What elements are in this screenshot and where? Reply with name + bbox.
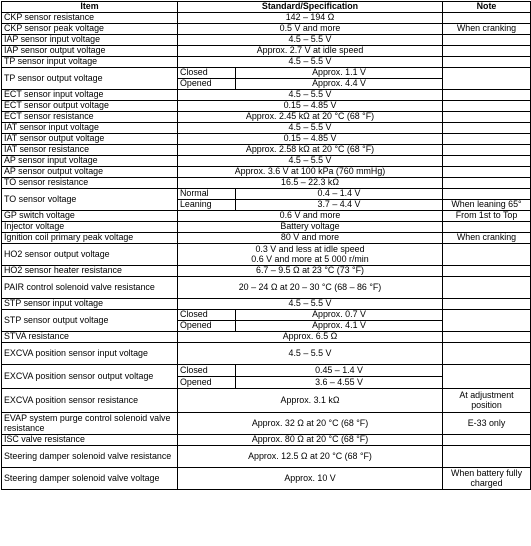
note-cell (443, 435, 531, 446)
note-cell (443, 244, 531, 266)
table-row (2, 435, 531, 446)
table-row (2, 167, 531, 178)
item-cell: STP sensor output voltage (2, 310, 178, 332)
table-row (2, 244, 531, 266)
note-cell (443, 365, 531, 389)
spec-value-cell: Approx. 1.1 V (236, 68, 443, 79)
item-cell: TP sensor input voltage (2, 57, 178, 68)
spec-cell: Approx. 3.1 kΩ (178, 389, 443, 413)
note-cell (443, 101, 531, 112)
item-cell: STVA resistance (2, 332, 178, 343)
spec-value-cell: Approx. 4.4 V (236, 79, 443, 90)
note-cell: When cranking (443, 233, 531, 244)
note-cell (443, 123, 531, 134)
table-row (2, 35, 531, 46)
condition-cell: Opened (178, 377, 236, 389)
spec-cell: 4.5 – 5.5 V (178, 35, 443, 46)
table-row (2, 233, 531, 244)
spec-cell: 4.5 – 5.5 V (178, 90, 443, 101)
table-row (2, 365, 531, 377)
condition-cell: Opened (178, 321, 236, 332)
note-cell (443, 310, 531, 332)
spec-cell: 0.15 – 4.85 V (178, 101, 443, 112)
item-cell: IAP sensor input voltage (2, 35, 178, 46)
condition-cell: Normal (178, 189, 236, 200)
table-row (2, 413, 531, 435)
item-cell: IAT sensor input voltage (2, 123, 178, 134)
note-cell: When battery fully charged (443, 468, 531, 490)
note-cell (443, 299, 531, 310)
table-row (2, 277, 531, 299)
item-cell: TO sensor resistance (2, 178, 178, 189)
note-cell (443, 266, 531, 277)
spec-cell: 16.5 – 22.3 kΩ (178, 178, 443, 189)
spec-cell: Approx. 6.5 Ω (178, 332, 443, 343)
note-cell: At adjustment position (443, 389, 531, 413)
item-cell: Steering damper solenoid valve voltage (2, 468, 178, 490)
item-cell: CKP sensor resistance (2, 13, 178, 24)
note-cell (443, 189, 531, 200)
spec-cell (178, 244, 443, 266)
spec-cell: 0.5 V and more (178, 24, 443, 35)
condition-cell: Closed (178, 68, 236, 79)
note-cell (443, 446, 531, 468)
item-cell: AP sensor input voltage (2, 156, 178, 167)
spec-cell: 4.5 – 5.5 V (178, 57, 443, 68)
note-cell (443, 277, 531, 299)
item-cell: AP sensor output voltage (2, 167, 178, 178)
spec-cell: 0.6 V and more (178, 211, 443, 222)
spec-cell: Approx. 10 V (178, 468, 443, 490)
note-cell: E-33 only (443, 413, 531, 435)
item-cell: GP switch voltage (2, 211, 178, 222)
item-cell: EXCVA position sensor input voltage (2, 343, 178, 365)
note-cell (443, 156, 531, 167)
item-cell: EXCVA position sensor resistance (2, 389, 178, 413)
table-row (2, 101, 531, 112)
item-cell: Steering damper solenoid valve resistance (2, 446, 178, 468)
condition-cell: Closed (178, 365, 236, 377)
table-row (2, 24, 531, 35)
note-cell (443, 46, 531, 57)
table-row (2, 134, 531, 145)
spec-cell: 4.5 – 5.5 V (178, 299, 443, 310)
spec-cell: Battery voltage (178, 222, 443, 233)
table-row (2, 299, 531, 310)
note-cell (443, 112, 531, 123)
table-row (2, 112, 531, 123)
note-cell (443, 167, 531, 178)
item-cell: EVAP system purge control solenoid valve resistance (2, 413, 178, 435)
table-row (2, 468, 531, 490)
table-row (2, 446, 531, 468)
spec-cell: Approx. 12.5 Ω at 20 °C (68 °F) (178, 446, 443, 468)
item-cell: ECT sensor input voltage (2, 90, 178, 101)
table-row (2, 266, 531, 277)
item-cell: Injector voltage (2, 222, 178, 233)
note-cell (443, 332, 531, 343)
condition-cell: Closed (178, 310, 236, 321)
spec-cell: 6.7 – 9.5 Ω at 23 °C (73 °F) (178, 266, 443, 277)
item-cell: HO2 sensor output voltage (2, 244, 178, 266)
spec-value-cell: Approx. 0.7 V (236, 310, 443, 321)
condition-cell: Opened (178, 79, 236, 90)
header-note: Note (443, 2, 531, 13)
spec-value-cell: 3.7 – 4.4 V (236, 200, 443, 211)
item-cell: IAP sensor output voltage (2, 46, 178, 57)
spec-line: 0.3 V and less at idle speed (255, 243, 365, 254)
item-cell: Ignition coil primary peak voltage (2, 233, 178, 244)
spec-value-cell: 0.4 – 1.4 V (236, 189, 443, 200)
table-row (2, 145, 531, 156)
note-cell (443, 35, 531, 46)
spec-cell: Approx. 2.45 kΩ at 20 °C (68 °F) (178, 112, 443, 123)
spec-line: 0.6 V and more at 5 000 r/min (251, 253, 369, 264)
spec-value-cell: Approx. 4.1 V (236, 321, 443, 332)
note-cell: When cranking (443, 24, 531, 35)
header-item: Item (2, 2, 178, 13)
note-cell: From 1st to Top (443, 211, 531, 222)
table-header-row (2, 2, 531, 13)
item-cell: PAIR control solenoid valve resistance (2, 277, 178, 299)
spec-value-cell: 0.45 – 1.4 V (236, 365, 443, 377)
table-row (2, 189, 531, 200)
table-row (2, 178, 531, 189)
spec-cell: Approx. 2.7 V at idle speed (178, 46, 443, 57)
item-cell: TO sensor voltage (2, 189, 178, 211)
spec-cell: Approx. 2.58 kΩ at 20 °C (68 °F) (178, 145, 443, 156)
table-row (2, 46, 531, 57)
table-row (2, 222, 531, 233)
table-row (2, 57, 531, 68)
table-row (2, 156, 531, 167)
condition-cell: Leaning (178, 200, 236, 211)
item-cell: TP sensor output voltage (2, 68, 178, 90)
table-row (2, 310, 531, 321)
table-body (2, 13, 531, 490)
note-cell (443, 90, 531, 101)
note-cell (443, 68, 531, 90)
spec-cell: Approx. 32 Ω at 20 °C (68 °F) (178, 413, 443, 435)
item-cell: ECT sensor resistance (2, 112, 178, 123)
note-cell: When leaning 65° (443, 200, 531, 211)
note-cell (443, 145, 531, 156)
table-row (2, 211, 531, 222)
spec-cell: 142 – 194 Ω (178, 13, 443, 24)
spec-cell: 80 V and more (178, 233, 443, 244)
table-row (2, 90, 531, 101)
item-cell: EXCVA position sensor output voltage (2, 365, 178, 389)
note-cell (443, 222, 531, 233)
note-cell (443, 57, 531, 68)
table-row (2, 13, 531, 24)
spec-cell: 4.5 – 5.5 V (178, 123, 443, 134)
table-row (2, 123, 531, 134)
spec-value-cell: 3.6 – 4.55 V (236, 377, 443, 389)
table-row (2, 332, 531, 343)
note-cell (443, 343, 531, 365)
item-cell: IAT sensor resistance (2, 145, 178, 156)
item-cell: HO2 sensor heater resistance (2, 266, 178, 277)
spec-cell: Approx. 80 Ω at 20 °C (68 °F) (178, 435, 443, 446)
spec-cell: 20 – 24 Ω at 20 – 30 °C (68 – 86 °F) (178, 277, 443, 299)
table-row (2, 389, 531, 413)
item-cell: ECT sensor output voltage (2, 101, 178, 112)
spec-cell: 4.5 – 5.5 V (178, 156, 443, 167)
spec-cell: 0.15 – 4.85 V (178, 134, 443, 145)
specification-table (1, 1, 531, 490)
note-cell (443, 13, 531, 24)
spec-cell: Approx. 3.6 V at 100 kPa (760 mmHg) (178, 167, 443, 178)
table-row (2, 68, 531, 79)
note-cell (443, 178, 531, 189)
note-cell (443, 134, 531, 145)
table-row (2, 343, 531, 365)
item-cell: CKP sensor peak voltage (2, 24, 178, 35)
item-cell: ISC valve resistance (2, 435, 178, 446)
spec-cell: 4.5 – 5.5 V (178, 343, 443, 365)
header-standard-specification: Standard/Specification (178, 2, 443, 13)
item-cell: STP sensor input voltage (2, 299, 178, 310)
item-cell: IAT sensor output voltage (2, 134, 178, 145)
